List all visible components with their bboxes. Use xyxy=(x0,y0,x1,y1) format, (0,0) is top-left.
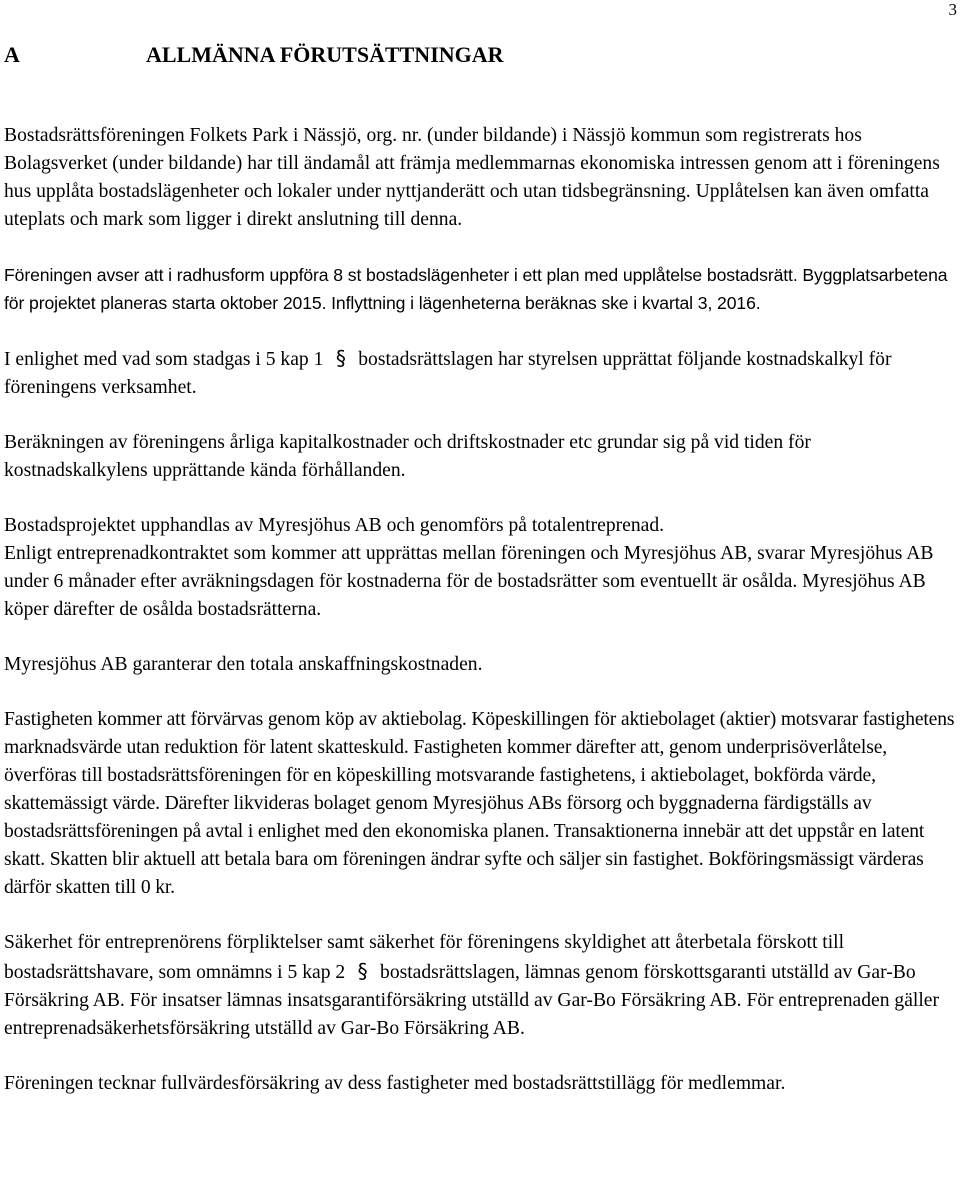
paragraph-contractor-guarantee: Enligt entreprenadkontraktet som kommer att upprättas mellan föreningen och Myresjöhus AB, svarar Myresjöhus AB under 6 månader efter avräkningsdagen för kostnaderna för de bostadsrätter som eventuellt är osålda. Myresjöhus AB köper därefter de osålda bostadsrätterna. xyxy=(4,543,934,620)
page-number: 3 xyxy=(948,0,957,19)
section-letter: A xyxy=(4,42,20,67)
paragraph-security-guarantees xyxy=(4,929,959,1043)
paragraph-association-purpose-text: Bostadsrättsföreningen Folkets Park i Nässjö, org. nr. (under bildande) i Nässjö kommun som registrerats hos Bolagsverket (under bildande) har till ändamål att främja medlemmarnas ekonomiska intressen genom att i föreningens hus upplåta bostadslägenheter och lokaler under nyttjanderätt och utan tidsbegränsning. Upplåtelsen kan även omfatta uteplats och mark som ligger i direkt anslutning till denna. xyxy=(4,125,940,230)
paragraph-cost-calculation-text-before: I enlighet med vad som stadgas i 5 kap 1 xyxy=(4,349,324,370)
paragraph-construction-plan: Föreningen avser att i radhusform uppföra 8 st bostadslägenheter i ett plan med upplåtelse bostadsrätt. Byggplatsarbetena för projektet planeras starta oktober 2015. Inflyttning i lägenheterna beräknas ske i kvartal 3, 2016. xyxy=(4,265,948,313)
paragraph-cost-calculation-basis xyxy=(4,344,959,402)
section-sign-symbol: § xyxy=(335,346,346,370)
section-sign-symbol-2: § xyxy=(357,959,368,983)
document-body xyxy=(4,122,959,1125)
paragraph-security-text-before: Säkerhet för entreprenörens förpliktelser samt säkerhet för föreningens skyldighet att återbetala förskott till bostadsrättshavare, som omnämns i 5 kap 2 xyxy=(4,932,845,983)
paragraph-property-acquisition: Fastigheten kommer att förvärvas genom köp av aktiebolag. Köpeskillingen för aktiebolaget (aktier) motsvarar fastighetens marknadsvärde utan reduktion för latent skatteskuld. Fastigheten kommer därefter att, genom underprisöverlåtelse, överföras till bostadsrättsföreningen för en köpeskilling motsvarande fastighetens, i aktiebolaget, bokförda värde, skattemässigt värde. Därefter likvideras bolaget genom Myresjöhus ABs försorg och byggnaderna färdigställs av bostadsrättsföreningen på avtal i enlighet med den ekonomiska planen. Transaktionerna innebär att det uppstår en latent skatt. Skatten blir aktuell att betala bara om föreningen ändrar syfte och säljer sin fastighet. Bokföringsmässigt värderas därför skatten till 0 kr. xyxy=(4,709,955,898)
section-title: ALLMÄNNA FÖRUTSÄTTNINGAR xyxy=(146,42,504,67)
paragraph-security-text-after: bostadsrättslagen, lämnas genom förskottsgaranti utställd av Gar-Bo Försäkring AB. För insatser lämnas insatsgarantiförsäkring utställd av Gar-Bo Försäkring AB. För entreprenaden gäller entreprenadsäkerhetsförsäkring utställd av Gar-Bo Försäkring AB. xyxy=(4,962,940,1039)
paragraph-procurement: Bostadsprojektet upphandlas av Myresjöhus AB och genomförs på totalentreprenad. xyxy=(4,515,665,536)
paragraph-insurance: Föreningen tecknar fullvärdesförsäkring av dess fastigheter med bostadsrättstillägg för medlemmar. xyxy=(4,1073,786,1094)
paragraph-annual-costs: Beräkningen av föreningens årliga kapitalkostnader och driftskostnader etc grundar sig på vid tiden för kostnadskalkylens upprättande kända förhållanden. xyxy=(4,432,811,481)
section-heading xyxy=(4,41,504,69)
paragraph-association-purpose xyxy=(4,122,959,234)
paragraph-cost-calculation-text-after: bostadsrättslagen har styrelsen upprättat följande kostnadskalkyl för föreningens verksamhet. xyxy=(4,349,892,398)
paragraph-acquisition-cost: Myresjöhus AB garanterar den totala anskaffningskostnaden. xyxy=(4,654,483,675)
